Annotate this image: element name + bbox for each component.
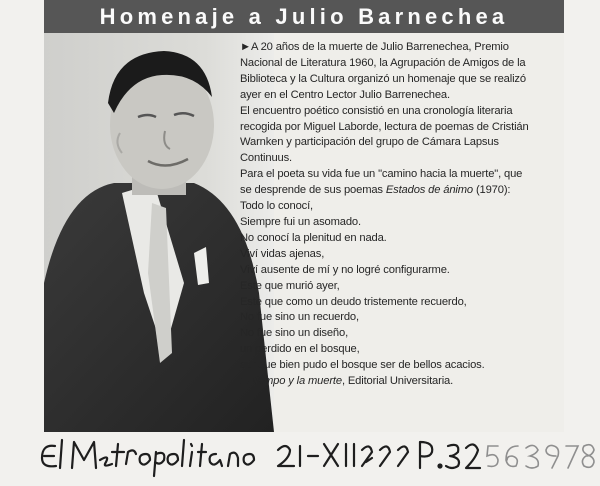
poem-line: No fue sino un diseño, [240,327,349,340]
article-title: Homenaje a Julio Barnechea [99,3,509,29]
newspaper-clipping [44,0,564,432]
poem-line: Todo lo conocí, [240,200,314,213]
poem-line: Siempre fui un asomado. [240,215,361,228]
article-line: Continuus. [240,152,292,165]
article-line: Warnken y participación del grupo de Cámara Lapsus [240,136,499,149]
poem-line: Viví vidas ajenas, [240,247,325,260]
bullet-marker-icon: ► [240,41,251,53]
article-line: ►A 20 años de la muerte de Julio Barrenechea, Premio [240,41,509,53]
article-line: se desprende de sus poemas Estados de ánimo (1970): [240,184,511,197]
title-banner [44,0,564,33]
poem-line: No conocí la plenitud en nada. [240,231,387,244]
handwritten-annotation [0,432,600,481]
poem-line: un perdido en el bosque, [240,343,360,356]
article-line: Nacional de Literatura 1960, la Agrupación de Amigos de la [240,56,526,69]
article-line: Para el poeta su vida fue un "camino hacia la muerte", que [240,168,523,181]
book-title: Estados de ánimo [385,184,473,197]
article-line: El encuentro poético consistió en una cronología literaria [240,104,513,117]
handwriting-graphic [0,432,600,481]
article-body [240,40,564,390]
poem-line: aunque bien pudo el bosque ser de bellos acacios. [240,359,485,372]
poem-line: Este que murió ayer, [240,279,340,292]
poem-line: Viví ausente de mí y no logré configurarme. [240,263,450,276]
source-citation: El tiempo y la muerte, Editorial Universitaria. [240,375,454,388]
article-line: ayer en el Centro Lector Julio Barrenechea. [240,88,450,101]
source-title: El tiempo y la muerte [240,375,342,388]
article-line: Biblioteca y la Cultura organizó un homenaje que se realizó [240,72,526,85]
article-line: recogida por Miguel Laborde, lectura de poemas de Cristián [240,120,529,133]
poem-line: Este que como un deudo tristemente recuerdo, [240,295,467,308]
poem-line: No fue sino un recuerdo, [240,311,359,324]
